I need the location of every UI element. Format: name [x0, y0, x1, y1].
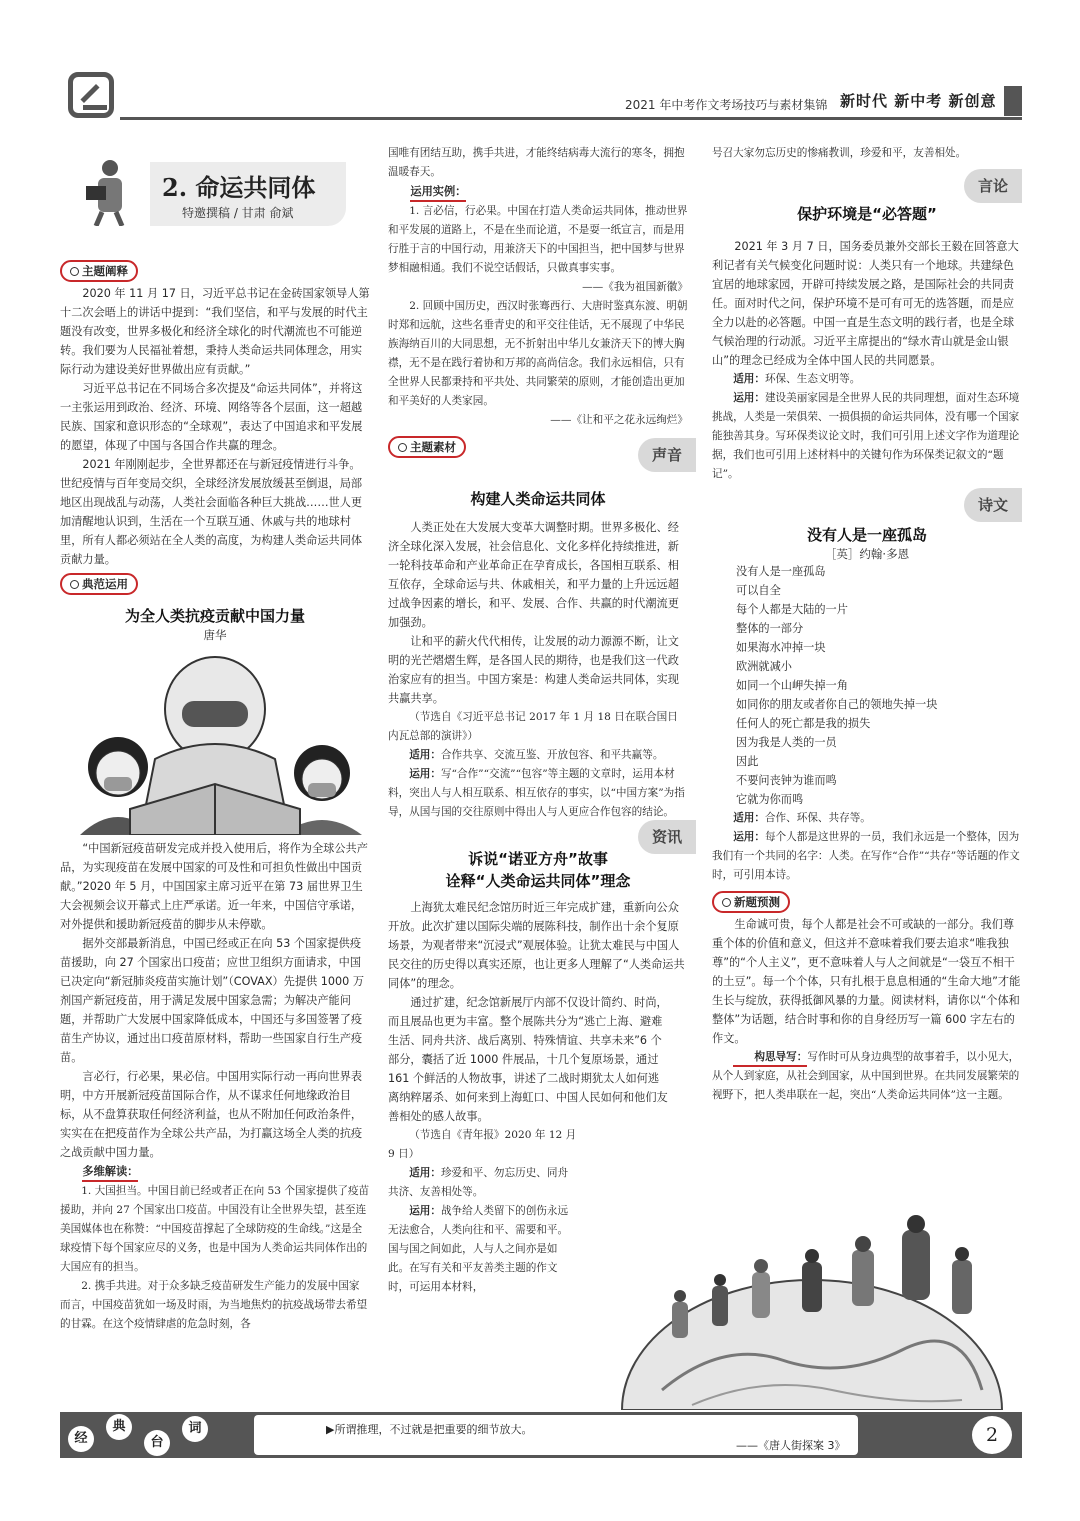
usage-text: 战争给人类留下的创伤永远无法愈合，人类向往和平、需要和平。国与国之间如此，人与人之间亦是如此。在写有关和平友善类主题的作文时，可运用本材料，	[388, 1205, 569, 1293]
footer-quote-source: ——《唐人街探案 3》	[736, 1439, 846, 1452]
page-header	[60, 68, 1022, 120]
paragraph: 国唯有团结互助，携手共进，才能终结病毒大流行的寒冬，拥抱温暖春天。	[388, 147, 685, 178]
applicable-text: 合作共享、交流互鉴、开放包容、和平共赢等。	[440, 749, 664, 761]
badge-poetry: 诗文	[964, 488, 1022, 522]
footer-quote-box	[254, 1415, 858, 1455]
badge-news: 资讯	[638, 820, 696, 854]
paragraph: 生命诚可贵，每个人都是社会不可或缺的一部分。我们尊重个体的价值和意义，但这并不意味着我们要去追求“唯我独尊”的“个人主义”，更不意味着人与人之间就是“一袋互不相干的土豆”。每一个个体，只有扎根于息息相通的“生命大地”才能生长与绽放，获得抵御风暴的力量。阅读材料，请你以“个体和整体”为话题，结合时事和你的自身经历写一篇 600 字左右的作文。	[712, 918, 1021, 1045]
paragraph: 2. 回顾中国历史，西汉时张骞西行、大唐时鉴真东渡、明朝时郑和远航，这些名垂青史的和平交往佳话，无不展现了中华民族海纳百川的大同思想，无不折射出中华儿女兼济天下的博大胸襟，无不是在践行着协和万邦的高尚信念。我们永远相信，只有全世界人民都秉持和平共处、共同繁荣的原则，才能创造出更加和平美好的人类家园。	[388, 300, 688, 407]
reading-person-icon	[82, 156, 132, 226]
applicable-text: 珍爱和平、勿忘历史、同舟共济、友善相处等。	[388, 1167, 569, 1198]
header-rule	[120, 117, 1022, 120]
footer-char: 典	[106, 1414, 132, 1440]
paragraph: 让和平的薪火代代相传，让发展的动力源源不断，让文明的光芒熠熠生辉，是各国人民的期待，也是我们这一代政治家应有的担当。中国方案是：构建人类命运共同体，实现共赢共享。	[388, 635, 679, 705]
footer-char: 词	[182, 1416, 208, 1442]
writing-guide-text: 写作时可从身边典型的故事着手，以小见大，从个人到家庭，从社会到国家，从中国到世界。在共同发展繁荣的视野下，把人类串联在一起，突出“人类命运共同体”这一主题。	[712, 1051, 1020, 1101]
poem-line: 整体的一部分	[736, 622, 804, 635]
article-title: 构建人类命运共同体	[470, 490, 606, 508]
article-title-line2: 诠释“人类命运共同体”理念	[445, 872, 631, 890]
label-usage: 运用：	[409, 768, 441, 780]
tag-new-topic-prediction: 新题预测	[712, 891, 790, 913]
label-writing-guide: 构思导写：	[733, 1049, 807, 1067]
paragraph: 2021 年 3 月 7 日，国务委员兼外交部长王毅在回答意大利记者有关气候变化问题时说：人类只有一个地球。共建绿色宜居的地球家园，开辟可持续发展之路，是国际社会的共同责任。面对时代之问，保护环境不是可有可无的选答题，而是应全力以赴的必答题。中国一直是生态文明的践行者，也是全球气候治理的行动派。习近平主席提出的“绿水青山就是金山银山”的理念已经成为全体中国人民的共同愿景。	[712, 240, 1019, 367]
page-number: 2	[972, 1416, 1012, 1454]
tag-theme-material: 主题素材	[388, 436, 466, 458]
article-title: 保护环境是“必答题”	[797, 205, 937, 223]
label-applicable: 适用：	[733, 812, 765, 824]
label-usage: 运用：	[733, 831, 765, 843]
label-usage-example: 运用实例：	[410, 184, 466, 202]
column-2	[388, 144, 688, 1297]
poem-line: 因此	[736, 755, 759, 768]
paragraph: 2020 年 11 月 17 日，习近平总书记在金砖国家领导人第十二次会晤上的讲话中提到：“我们坚信，和平与发展的时代主题没有改变，世界多极化和经济全球化的时代潮流也不可能逆转。我们要为人民福祉着想，秉持人类命运共同体理念，用实际行动为建设美好世界做出应有贡献。”	[60, 287, 370, 376]
footer-quote-bar	[252, 1412, 962, 1458]
label-applicable: 适用：	[409, 749, 441, 761]
section-title: 2. 命运共同体	[162, 173, 316, 202]
footer-char: 经	[68, 1426, 94, 1452]
column-3	[712, 144, 1022, 1105]
page-number-box	[962, 1412, 1022, 1458]
source: （节选自《青年报》2020 年 12 月 9 日）	[388, 1129, 577, 1160]
footer-label	[60, 1412, 252, 1458]
usage-text: 每个人都是这世界的一员，我们永远是一个整体，因为我们有一个共同的名字：人类。在写作“合作”“共存”等话题的作文时，可引用本诗。	[712, 831, 1020, 881]
header-mark	[1004, 86, 1022, 116]
header-slogan: 新时代 新中考 新创意	[840, 92, 997, 110]
doctor-and-children-illustration	[60, 649, 370, 835]
paragraph: 上海犹太难民纪念馆历时近三年完成扩建，重新向公众开放。此次扩建以国际尖端的展陈科技，制作出十余个复原场景，为观者带来“沉浸式”观展体验。让犹太难民与中国人民交往的历史得以真实还原，也让更多人理解了“人类命运共同体”的理念。	[388, 901, 685, 990]
label-usage: 运用：	[409, 1205, 441, 1217]
poem-line: 没有人是一座孤岛	[736, 565, 826, 578]
poem-line: 任何人的死亡都是我的损失	[736, 717, 871, 730]
poem-line: 如同一个山岬失掉一角	[736, 679, 848, 692]
paragraph: 通过扩建，纪念馆新展厅内部不仅设计简约、时尚，而且展品也更为丰富。整个展陈共分为“逃亡上海、避难生活、同舟共济、战后离别、特殊情谊、共享未来”6 个部分，囊括了近 1000 件展品，十几个复原场景，通过 161 个鲜活的人物故事，讲述了二战时期犹太人如何逃离纳粹屠杀、如何来到上海虹口、中国人民如何和他们友善相处的感人故事。	[388, 996, 668, 1123]
article-title-line1: 诉说“诺亚方舟”故事	[468, 850, 608, 868]
usage-text: 写“合作”“交流”“包容”等主题的文章时，运用本材料，突出人与人相互联系、相互依存的事实，以“中国方案”为指导，从国与国的交往原则中得出人与人更应合作包容的结论。	[388, 768, 685, 818]
label-applicable: 适用：	[733, 373, 765, 385]
paragraph: 1. 言必信，行必果。中国在打造人类命运共同体，推动世界和平发展的道路上，不是在坐而论道，不是耍一纸宣言，而是用行胜于言的中国行动，用兼济天下的中国担当，把中国梦与世界梦相融相通。我们不说空话假话，只做真事实事。	[388, 205, 688, 274]
magazine-logo-icon	[68, 72, 114, 118]
paragraph: 人类正处在大发展大变革大调整时期。世界多极化、经济全球化深入发展，社会信息化、文化多样化持续推进，新一轮科技革命和产业革命正在孕育成长，各国相互联系、相互依存，全球命运与共、休戚相关，和平力量的上升远远超过战争因素的增长，和平、发展、合作、共赢的时代潮流更加强劲。	[388, 521, 679, 629]
footer-quote: ▶所谓推理，不过就是把重要的细节放大。	[326, 1423, 533, 1436]
header-series: 2021 年中考作文考场技巧与素材集锦	[625, 98, 828, 112]
poem-line: 如同你的朋友或者你自己的领地失掉一块	[736, 698, 938, 711]
badge-voice: 声音	[638, 438, 696, 472]
paragraph: 2021 年刚刚起步，全世界都还在与新冠疫情进行斗争。世纪疫情与百年变局交织，全球经济发展放缓甚至倒退，局部地区出现战乱与动荡，人类社会面临各种巨大挑战……世人更加清醒地认识到，生活在一个互联互通、休戚与共的地球村里，所有人都必须站在全人类的高度，为构建人类命运共同体贡献力量。	[60, 458, 363, 566]
poem-body	[712, 562, 1022, 809]
footer-char: 台	[144, 1430, 170, 1456]
poem-author: ［英］约翰·多恩	[824, 547, 910, 561]
tag-theme-explanation: 主题阐释	[60, 260, 138, 282]
column-1	[60, 256, 370, 1334]
poem-line: 不要问丧钟为谁而鸣	[736, 774, 837, 787]
poem-line: 因为我是人类的一员	[736, 736, 837, 749]
poem-line: 可以自全	[736, 584, 781, 597]
applicable-text: 合作、环保、共存等。	[764, 812, 871, 824]
label-multi-analysis: 多维解读：	[82, 1164, 138, 1182]
article-title: 为全人类抗疫贡献中国力量	[124, 607, 305, 625]
badge-opinion: 言论	[964, 169, 1022, 203]
applicable-text: 环保、生态文明等。	[764, 373, 861, 385]
people-around-globe-illustration	[602, 1190, 1022, 1410]
section-title-box	[60, 138, 356, 230]
poem-line: 它就为你而鸣	[736, 793, 804, 806]
paragraph: 号召大家勿忘历史的惨痛教训，珍爱和平，友善相处。	[712, 147, 967, 159]
paragraph: 习近平总书记在不同场合多次提及“命运共同体”，并将这一主张运用到政治、经济、环境、网络等各个层面，这一超越民族、国家和意识形态的“全球观”，表达了中国追求和平发展的愿望，体现了中国与各国合作共赢的理念。	[60, 382, 363, 452]
paragraph: 据外交部最新消息，中国已经或正在向 53 个国家提供疫苗援助，向 27 个国家出口疫苗；应世卫组织方面请求，中国已决定向“新冠肺炎疫苗实施计划”（COVAX）先提供 1000 万剂国产新冠疫苗，用于满足发展中国家急需；为解决产能问题，并帮助广大发展中国家降低成本，中国还与多国签署了疫苗生产协议，通过出口疫苗原材料，帮助一些国家自行生产疫苗。	[60, 937, 365, 1064]
paragraph: “中国新冠疫苗研发完成并投入使用后，将作为全球公共产品，为实现疫苗在发展中国家的可及性和可担负性做出中国贡献。”2020 年 5 月，中国国家主席习近平在第 73 届世界卫生大会视频会议开幕式上庄严承诺。近一年来，中国信守承诺，对外提供和援助新冠疫苗的脚步从未停歇。	[60, 842, 368, 931]
label-usage: 运用：	[733, 392, 765, 404]
usage-text: 建设美丽家园是全世界人民的共同理想，面对生态环境挑战，人类是一荣俱荣、一损俱损的命运共同体，没有哪一个国家能独善其身。写环保类议论文时，我们可引用上述文字作为道理论据，我们也可引用上述材料中的关键句作为环保类记叙文的“题记”。	[712, 392, 1020, 480]
poem-line: 每个人都是大陆的一片	[736, 603, 848, 616]
tag-model-usage: 典范运用	[60, 573, 138, 595]
source: ——《我为祖国新徽》	[582, 281, 688, 293]
poem-title: 没有人是一座孤岛	[806, 526, 927, 544]
paragraph: 2. 携手共进。对于众多缺乏疫苗研发生产能力的发展中国家而言，中国疫苗犹如一场及时雨，为当地焦灼的抗疫战场带去希望的甘霖。在这个疫情肆虐的危急时刻，各	[60, 1280, 368, 1330]
section-author: 特邀撰稿 / 甘肃 俞斌	[182, 206, 294, 220]
paragraph: 言必行，行必果，果必信。中国用实际行动一再向世界表明，中方开展新冠疫苗国际合作，从不谋求任何地缘政治目标，从不盘算获取任何经济利益，也从不附加任何政治条件，实实在在把疫苗作为全球公共产品，为打赢这场全人类的抗疫之战贡献中国力量。	[60, 1070, 363, 1159]
source: ——《让和平之花永远绚烂》	[550, 414, 688, 426]
label-applicable: 适用：	[409, 1167, 441, 1179]
article-author: 唐华	[203, 628, 227, 642]
poem-line: 欧洲就减小	[736, 660, 792, 673]
paragraph: 1. 大国担当。中国目前已经或者正在向 53 个国家提供了疫苗援助，并向 27 个国家出口疫苗。中国没有让全世界失望，甚至连美国媒体也在称赞：“中国疫苗撑起了全球防疫的生命线。”这是全球疫情下每个国家应尽的义务，也是中国为人类命运共同体作出的大国应有的担当。	[60, 1185, 370, 1273]
page-footer	[60, 1412, 1022, 1458]
source: （节选自《习近平总书记 2017 年 1 月 18 日在联合国日内瓦总部的演讲》）	[388, 711, 678, 742]
poem-line: 如果海水冲掉一块	[736, 641, 826, 654]
